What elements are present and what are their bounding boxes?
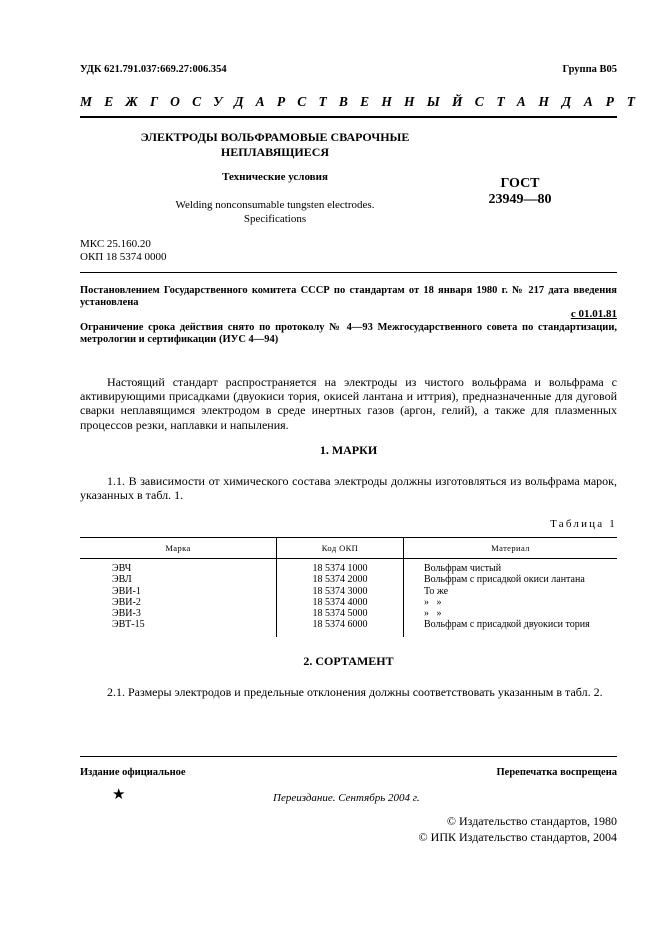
udk-code: УДК 621.791.037:669.27:006.354: [80, 64, 227, 75]
banner-standard: СТАНДАРТ: [474, 94, 648, 109]
decree-date: с 01.01.81: [570, 308, 617, 320]
table-cell-okp: 18 5374 1000: [277, 559, 404, 575]
page-title: [80, 130, 470, 160]
table-cell-okp: 18 5374 3000: [277, 586, 404, 597]
title-subtitle: Технические условия: [222, 171, 328, 183]
table-row: [80, 574, 617, 585]
table-cell-grade: ЭВТ-15: [80, 619, 277, 636]
copyright-block: [419, 813, 617, 845]
table-cell-material: Вольфрам с присадкой двуокиси тория: [424, 619, 590, 631]
banner-interstate: МЕЖГОСУДАРСТВЕННЫЙ: [80, 94, 475, 109]
copyright-1980: © Издательство стандартов, 1980: [446, 814, 617, 828]
table-cell-okp: 18 5374 6000: [277, 619, 404, 636]
mks-code: МКС 25.160.20: [80, 238, 151, 250]
okp-code: ОКП 18 5374 0000: [80, 251, 167, 263]
gost-number: 23949—80: [488, 192, 552, 207]
table-cell-grade: ЭВИ-2: [80, 597, 277, 608]
classification-codes: [80, 238, 166, 264]
table-cell-grade: ЭВЛ: [80, 574, 277, 585]
table-cell-material: Вольфрам чистый: [424, 563, 502, 574]
official-edition: Издание официальное: [80, 767, 186, 778]
table-cell-okp: 18 5374 4000: [277, 597, 404, 608]
table-header-okp: Код ОКП: [277, 538, 404, 559]
title-english-line-1: Welding nonconsumable tungsten electrodes.: [175, 199, 375, 211]
reprint-notice: Перепечатка воспрещена: [496, 767, 617, 778]
table-row: [80, 608, 617, 619]
title-english: [80, 198, 470, 226]
title-english-line-2: Specifications: [243, 213, 307, 225]
section-1-paragraph: 1.1. В зависимости от химического состава электроды должны изготовляться из вольфрама марок, указанных в табл. 1.: [80, 474, 617, 503]
table-row: [80, 559, 617, 575]
standard-banner: [80, 94, 648, 110]
table-1-caption: Таблица 1: [550, 518, 617, 530]
table-row: [80, 619, 617, 636]
intro-paragraph: Настоящий стандарт распространяется на электроды из чистого вольфрама и вольфрама с активирующими присадками (двуокиси тория, окисей лантана и иттрия), предназначенные для дуговой сварки неплавящимся электродом в среде инертных газов (аргон, гелий), а также для плазменных процессов резки, наплавки и напыления.: [80, 375, 617, 432]
star-icon: ★: [112, 787, 126, 803]
table-header-row: [80, 538, 617, 559]
gost-label: ГОСТ: [500, 176, 540, 191]
table-row: [80, 586, 617, 597]
gost-designation: [460, 176, 580, 208]
banner-rule: [80, 116, 617, 118]
section-2-paragraph: 2.1. Размеры электродов и предельные отклонения должны соответствовать указанным в табл. 2.: [107, 685, 603, 699]
section-1-heading: 1. МАРКИ: [319, 443, 378, 457]
table-cell-material: » »: [424, 596, 442, 608]
reissue-note: Переиздание. Сентябрь 2004 г.: [273, 792, 420, 804]
table-cell-material: » »: [424, 608, 442, 620]
codes-rule: [80, 272, 617, 273]
table-cell-material: То же: [424, 585, 449, 597]
table-header-material: Материал: [404, 538, 618, 559]
title-line-2: НЕПЛАВЯЩИЕСЯ: [220, 145, 330, 159]
table-cell-grade: ЭВИ-1: [80, 586, 277, 597]
table-header-grade: Марка: [80, 538, 277, 559]
limitation-text: Ограничение срока действия снято по протоколу № 4—93 Межгосударственного совета по стандартизации, метрологии и сертификации (ИУС 4—94): [80, 322, 617, 345]
table-1: [80, 537, 617, 637]
footer-rule: [80, 756, 617, 757]
group-code: Группа В05: [562, 64, 617, 75]
table-cell-material: Вольфрам с присадкой окиси лантана: [424, 574, 585, 586]
title-line-1: ЭЛЕКТРОДЫ ВОЛЬФРАМОВЫЕ СВАРОЧНЫЕ: [140, 130, 410, 144]
decree-text: Постановлением Государственного комитета СССР по стандартам от 18 января 1980 г. № 217 дата введения установлена: [80, 285, 617, 308]
table-cell-grade: ЭВЧ: [80, 559, 277, 575]
table-row: [80, 597, 617, 608]
table-cell-okp: 18 5374 2000: [277, 574, 404, 585]
table-cell-grade: ЭВИ-3: [80, 608, 277, 619]
section-2-heading: 2. СОРТАМЕНТ: [303, 654, 394, 668]
table-cell-okp: 18 5374 5000: [277, 608, 404, 619]
copyright-2004: © ИПК Издательство стандартов, 2004: [418, 830, 617, 844]
